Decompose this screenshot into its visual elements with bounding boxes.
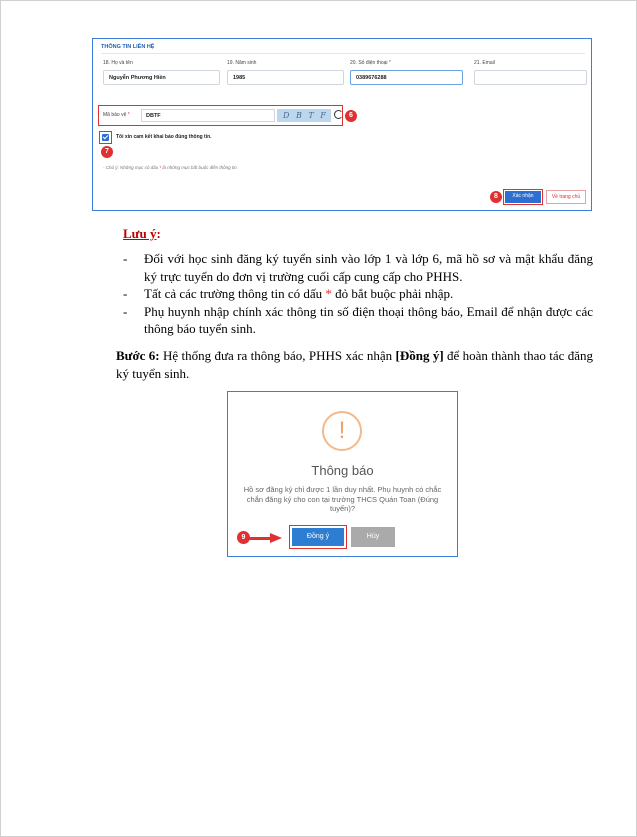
- confirm-button-highlight: [503, 189, 543, 205]
- section-divider: [101, 53, 585, 54]
- bullet2-pre: Tất cả các trường thông tin có dấu: [144, 286, 323, 301]
- step-badge-7: 7: [101, 146, 113, 158]
- captcha-label: [103, 112, 130, 118]
- list-item: - Phụ huynh nhập chính xác thông tin số điện thoại thông báo, Email để nhận được các thông báo tuyển sinh.: [123, 303, 593, 338]
- dialog-title: Thông báo: [311, 463, 374, 478]
- contact-form-screenshot: [92, 38, 592, 211]
- full-name-input[interactable]: Nguyễn Phương Hiền: [103, 70, 220, 85]
- confirm-button[interactable]: Xác nhận: [505, 191, 541, 203]
- cancel-button[interactable]: Hủy: [351, 527, 395, 547]
- commit-label: Tôi xin cam kết khai báo đúng thông tin.: [116, 134, 212, 140]
- note-heading-text: Lưu ý: [123, 226, 157, 241]
- refresh-icon[interactable]: [334, 110, 343, 119]
- step6-text-post: để hoàn thành thao tác đăng ký tuyển sinh.: [116, 348, 594, 381]
- note-heading-colon: :: [156, 226, 161, 241]
- birth-year-label: 19. Năm sinh: [227, 60, 257, 66]
- email-input[interactable]: [474, 70, 587, 85]
- commit-checkbox[interactable]: [102, 134, 109, 141]
- step6-text-pre: Hệ thống đưa ra thông báo, PHHS xác nhận: [162, 348, 393, 363]
- checkbox-highlight: [99, 131, 112, 144]
- note-suffix: là những mục bắt buộc điền thông tin.: [162, 165, 238, 170]
- phone-input[interactable]: 0389676288: [350, 70, 463, 85]
- section-title: THÔNG TIN LIÊN HỆ: [101, 44, 155, 50]
- full-name-label: 18. Họ và tên: [103, 60, 133, 66]
- agree-button[interactable]: Đồng ý: [292, 528, 344, 546]
- required-mark: *: [127, 112, 130, 118]
- note-list: [123, 250, 593, 338]
- step6-label: Bước 6:: [116, 348, 160, 363]
- phone-label: [350, 60, 391, 66]
- step-badge-8: 8: [490, 191, 502, 203]
- warning-icon: !: [322, 411, 362, 451]
- step6-button-ref: [Đồng ý]: [395, 348, 444, 363]
- step6-paragraph: [116, 347, 593, 383]
- note-heading: [123, 226, 161, 242]
- confirm-dialog-screenshot: [227, 391, 458, 557]
- captcha-image: D B T F: [277, 109, 331, 122]
- step-badge-6: 6: [345, 110, 357, 122]
- note-mark: *: [159, 165, 162, 170]
- required-note: [103, 165, 238, 170]
- bullet2-post: đỏ bắt buộc phải nhập.: [335, 286, 454, 301]
- step-badge-9: 9: [237, 531, 250, 544]
- captcha-input[interactable]: DBTF: [141, 109, 275, 122]
- home-button[interactable]: Về trang chủ: [546, 190, 586, 204]
- arrow-head-icon: [270, 533, 282, 543]
- email-label: 21. Email: [474, 60, 495, 66]
- arrow-icon: [248, 537, 272, 540]
- required-mark: *: [388, 60, 391, 66]
- captcha-label-text: Mã bảo vệ: [103, 112, 127, 118]
- list-item: - Đối với học sinh đăng ký tuyển sinh vào lớp 1 và lớp 6, mã hồ sơ và mật khẩu đăng ký trực tuyến do đơn vị trường cuối cấp cung cấp cho PHHS.: [123, 250, 593, 285]
- bullet2-mark: *: [325, 286, 332, 301]
- note-prefix: - Chú ý: Những mục có dấu: [103, 165, 159, 170]
- list-item: [123, 285, 593, 303]
- birth-year-input[interactable]: 1985: [227, 70, 344, 85]
- captcha-highlight: [98, 105, 343, 126]
- dialog-message: Hồ sơ đăng ký chỉ được 1 lần duy nhất. Phụ huynh có chắc chắn đăng ký cho con tại trường THCS Quán Toan (Đúng tuyến)?: [243, 485, 442, 513]
- ok-button-highlight: [289, 525, 347, 549]
- phone-label-text: 20. Số điện thoại: [350, 60, 388, 66]
